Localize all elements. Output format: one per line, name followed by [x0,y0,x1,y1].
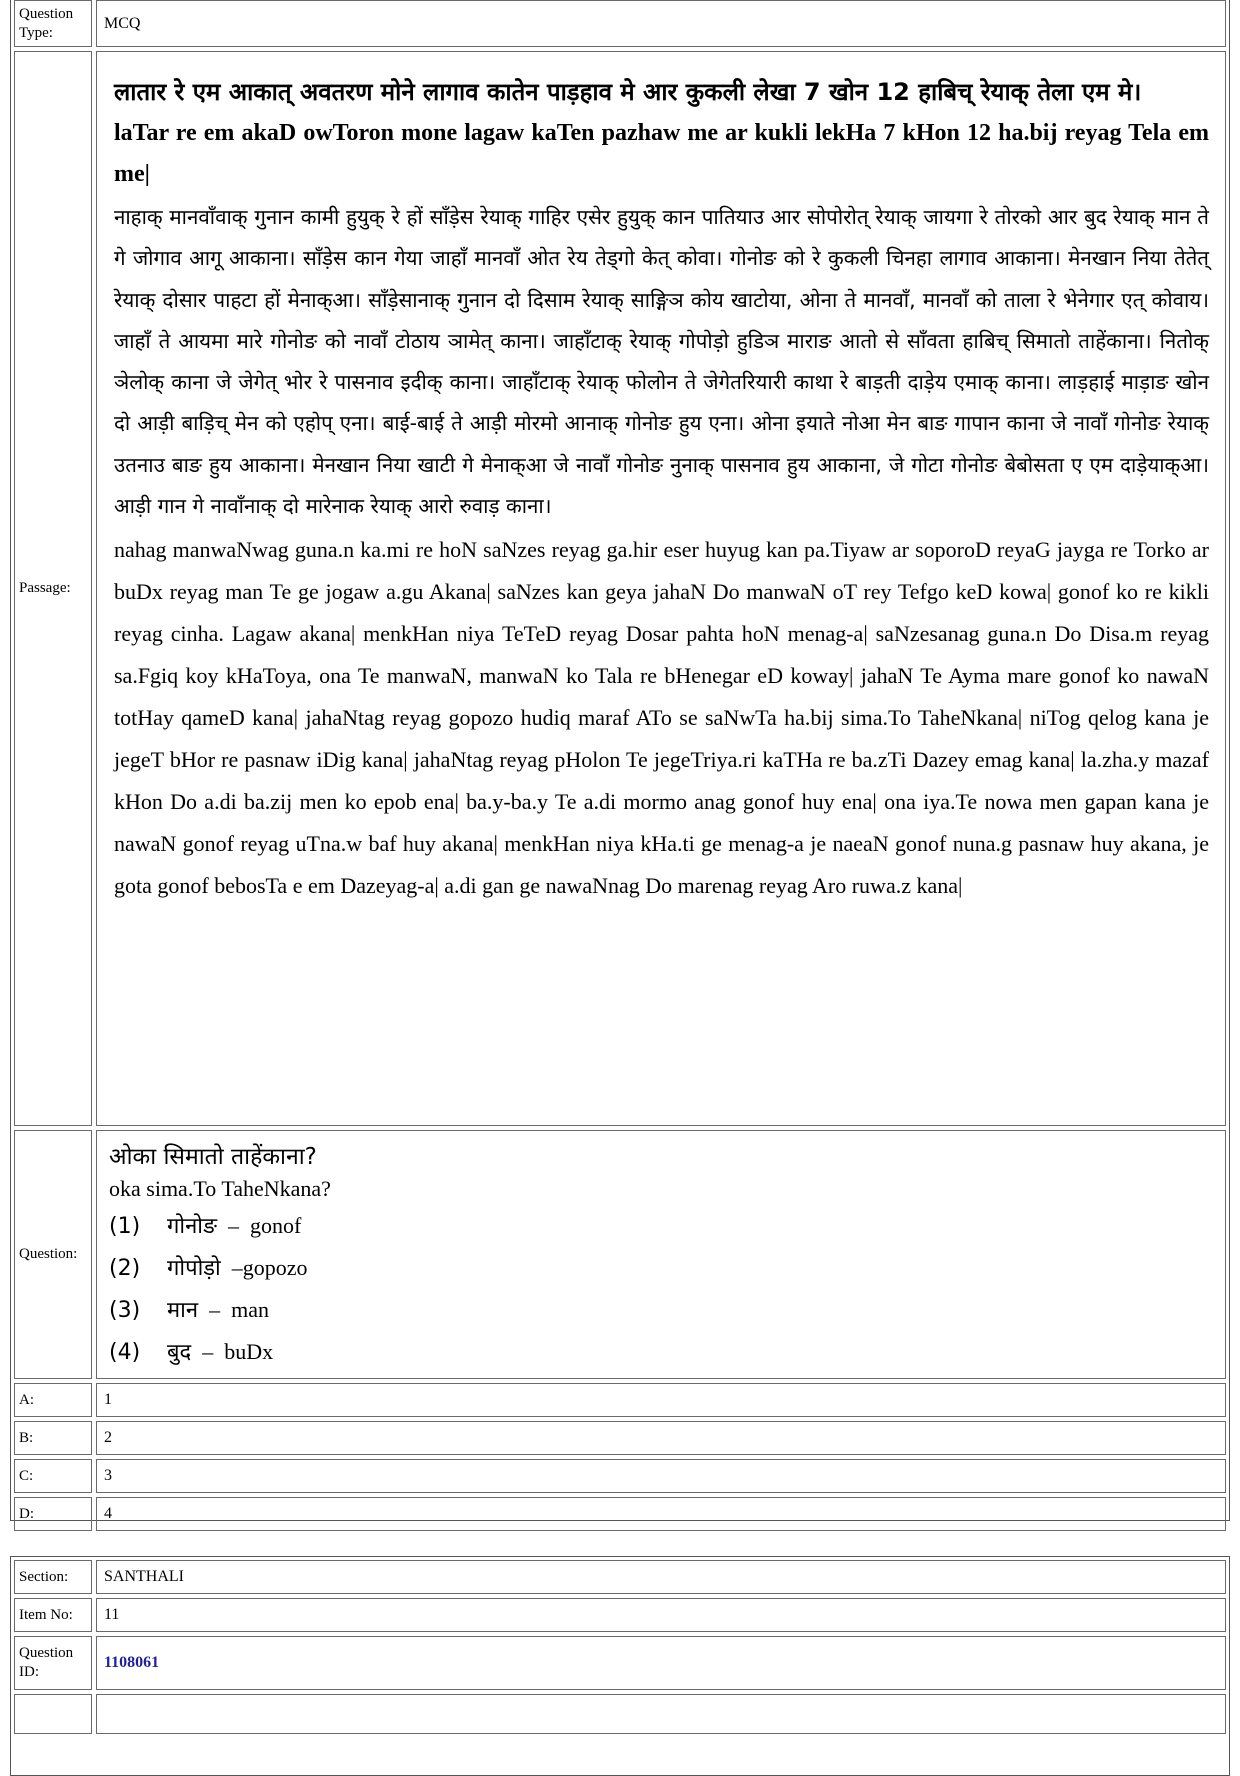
answer-label: B: [14,1421,92,1455]
next-row-value [96,1694,1226,1734]
passage-heading-devanagari: लातार रे एम आकात् अवतरण मोने लागाव कातेन पाड़हाव मे आर कुकली लेखा 7 खोन 12 हाबिच् रेयाक् तेला एम मे। [114,78,1142,106]
passage-body-devanagari: नाहाक् मानवाँवाक् गुनान कामी हुयुक् रे हों सॉंड़ेस रेयाक् गाहिर एसेर हुयुक् कान पातियाउ आर सोपोरोत् रेयाक् जायगा रे तोरको आर बुद रेयाक् मान ते गे जोगाव आगू आकाना। सॉंड़ेस कान गेया जाहाँ मानवाँ ओत रेय तेड्गो केत् कोवा। गोनोङ को रे कुकली चिनहा लागाव आकाना। मेनखान निया तेतेत् रेयाक् दोसार पाहटा हों मेनाक्आ। सॉंड़ेसानाक् गुनान दो दिसाम रेयाक् साङ्गिञ कोय खाटोया, ओना ते मानवाँ, मानवाँ को ताला रे भेनेगार एत् कोवाय। जाहाँ ते आयमा मारे गोनोङ को नावाँ टोठाय ञामेत् काना। जाहाँटाक् रेयाक् गोपोड़ो हुडिञ माराङ आतो से सॉंवता हाबिच् सिमातो ताहेंकाना। नितोक् ञेलोक् काना जे जेगेत् भोर रे पासनाव इदीक् काना। जाहाँटाक् रेयाक् फोलोन ते जेगेतरियारी काथा रे बाड़ती दाड़ेय एमाक् काना। लाड़हाई माड़ाङ खोन दो आड़ी बाड़िच् मेन को एहोप् एना। बाई-बाई ते आड़ी मोरमो आनाक् गोनोङ हुय एना। ओना इयाते नोआ मेन बाङ गापान काना जे नावाँ गोनोङ रेयाक् उतनाउ बाङ हुय आकाना। मेनखान निया खाटी गे मेनाक्आ जे नावाँ गोनोङ नुनाक् पासनाव हुय आकाना, जे गोटा गोनोङ बेबोसता ए एम दाड़ेयाक्आ। आड़ी गान गे नावाँनाक् दो मारेनाक रेयाक् आरो रुवाड़ काना। [114,205,1209,519]
option-4: (4) बुद – buDx [109,1339,274,1365]
answer-value: 3 [96,1459,1226,1493]
answer-value: 4 [96,1497,1226,1531]
answer-label: A: [14,1383,92,1417]
question-meta-block [10,1556,1230,1776]
question-type-row [14,0,1226,47]
question-label: Question: [14,1130,92,1379]
next-row [14,1694,1226,1734]
question-id-label: Question ID: [14,1636,92,1690]
passage-body-roman: nahag manwaNwag guna.n ka.mi re hoN saNzes reyag ga.hir eser huyug kan pa.Tiyaw ar soporoD reyaG jayga re Torko ar buDx reyag man Te ge jogaw a.gu Akana| saNzes kan geya jahaN Do manwaN oT rey Tefgo keD kowa| gonof ko re kikli reyag cinha. Lagaw akana| menkHan niya TeTeD reyag Dosar pahta hoN menag-a| saNzesanag guna.n Do Disa.m reyag sa.Fgiq koy kHaToya, ona Te manwaN, manwaN ko Tala re bHenegar eD koway| jahaN Te Ayma mare gonof ko nawaN totHay qameD kana| jahaNtag reyag gopozo hudiq maraf ATo se saNwTa ha.bij sima.To TaheNkana| niTog qelog kana je jegeT bHor re pasnaw iDig kana| jahaNtag reyag pHolon Te jegeTriya.ri kaTHa re ba.zTi Dazey emag kana| la.zha.y mazaf kHon Do a.di ba.zij men ko epob ena| ba.y-ba.y Te a.di mormo anag gonof huy ena| ona iya.Te nowa men gapan kana je nawaN gonof reyag uTna.w baf huy akana| menkHan niya kHa.ti ge menag-a je naeaN gonof nuna.g pasnaw huy akana, je gota gonof bebosTa e em Dazeyag-a| a.di gan ge nawaNnag Do marenag reyag Aro ruwa.z kana| [114,537,1209,899]
item-no-value: 11 [96,1598,1226,1632]
section-label: Section: [14,1560,92,1594]
question-content [96,1130,1226,1379]
question-id-row [14,1636,1226,1690]
answer-row-b [14,1421,1226,1455]
answer-label: C: [14,1459,92,1493]
section-value: SANTHALI [96,1560,1226,1594]
question-type-label: Question Type: [14,0,92,47]
section-row [14,1560,1226,1594]
answer-label: D: [14,1497,92,1531]
question-text-roman: oka sima.To TaheNkana? [109,1176,331,1201]
question-text-devanagari: ओका सिमातो ताहेंकाना? [109,1144,317,1170]
passage-heading-roman: laTar re em akaD owToron mone lagaw kaTen pazhaw me ar kukli lekHa 7 kHon 12 ha.bij reyag Tela em me| [114,120,1209,187]
answer-row-a [14,1383,1226,1417]
passage-row [14,51,1226,1126]
option-2: (2) गोपोड़ो –gopozo [109,1255,308,1281]
question-type-value: MCQ [96,0,1226,47]
question-id-value: 1108061 [96,1636,1226,1690]
item-no-row [14,1598,1226,1632]
option-1: (1) गोनोङ – gonof [109,1213,302,1239]
answer-row-d [14,1497,1226,1531]
item-no-label: Item No: [14,1598,92,1632]
answer-row-c [14,1459,1226,1493]
option-3: (3) मान – man [109,1297,269,1323]
passage-label: Passage: [14,51,92,1126]
next-row-label [14,1694,92,1734]
question-block [10,0,1230,1521]
passage-content [96,51,1226,1126]
question-row [14,1130,1226,1379]
answer-value: 1 [96,1383,1226,1417]
answer-value: 2 [96,1421,1226,1455]
